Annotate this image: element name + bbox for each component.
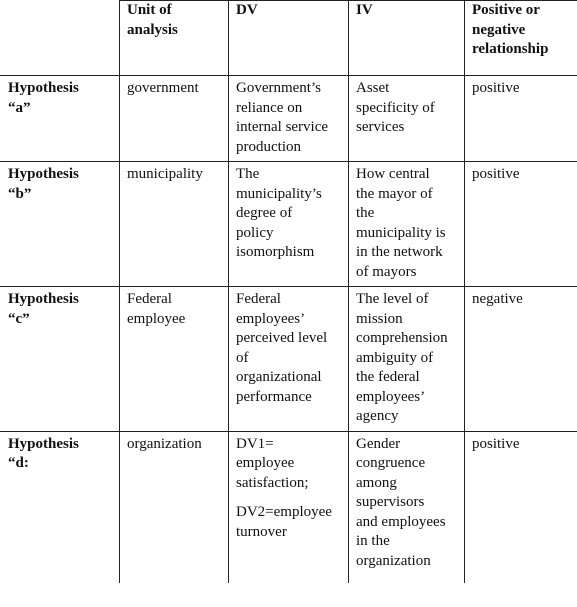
relationship-cell: positive: [465, 431, 577, 582]
dv-cell: The municipality’s degree of policy isomorphism: [229, 162, 349, 287]
hypothesis-label: Hypothesis “a”: [1, 76, 120, 162]
iv-cell: Asset specificity of services: [349, 76, 465, 162]
table-row: [1, 287, 577, 432]
table-header-row: [1, 1, 577, 76]
relationship-cell: negative: [465, 287, 577, 432]
relationship-cell: positive: [465, 76, 577, 162]
dv-cell: Federal employees’ perceived level of organizational performance: [229, 287, 349, 432]
table-row: [1, 162, 577, 287]
table-row: [1, 431, 577, 582]
relationship-cell: positive: [465, 162, 577, 287]
header-empty-cell: [1, 1, 120, 76]
header-unit-of-analysis: Unit of analysis: [120, 1, 229, 76]
header-relationship: Positive or negative relationship: [465, 1, 577, 76]
iv-cell: Gender congruence among supervisors and employees in the organization: [349, 431, 465, 582]
unit-cell: Federal employee: [120, 287, 229, 432]
header-iv: IV: [349, 1, 465, 76]
dv-cell: [229, 431, 349, 582]
dv-spacer: [236, 493, 342, 503]
hypothesis-label: Hypothesis “b”: [1, 162, 120, 287]
unit-cell: government: [120, 76, 229, 162]
iv-cell: The level of mission comprehension ambiguity of the federal employees’ agency: [349, 287, 465, 432]
header-dv: DV: [229, 1, 349, 76]
unit-cell: organization: [120, 431, 229, 582]
iv-cell: How central the mayor of the municipality is in the network of mayors: [349, 162, 465, 287]
dv2-text: DV2=employee turnover: [236, 504, 332, 540]
hypothesis-label: Hypothesis “c”: [1, 287, 120, 432]
unit-cell: municipality: [120, 162, 229, 287]
dv-cell: Government’s reliance on internal service production: [229, 76, 349, 162]
table-row: [1, 76, 577, 162]
dv1-text: DV1= employee satisfaction;: [236, 435, 309, 491]
hypothesis-label: Hypothesis “d:: [1, 431, 120, 582]
